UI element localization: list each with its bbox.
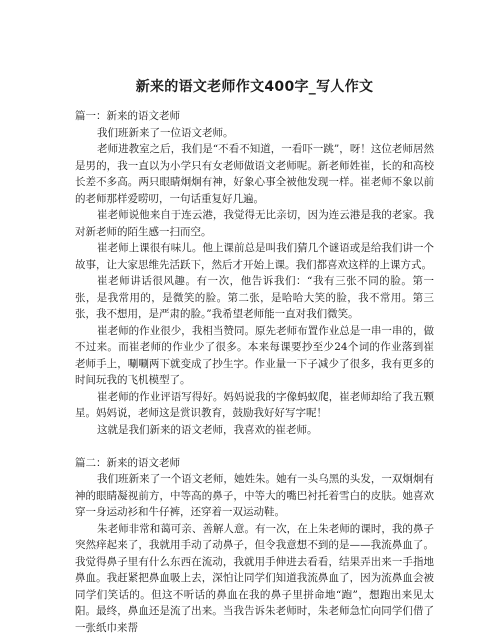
section-1 bbox=[75, 108, 434, 438]
paragraph: 我们班新来了一位语文老师。 bbox=[75, 125, 434, 142]
paragraph: 崔老师说他来自于连云港，我觉得无比亲切，因为连云港是我的老家。我对新老师的陌生感一扫而空。 bbox=[75, 207, 434, 240]
document-title: 新来的语文老师作文400字_写人作文 bbox=[75, 76, 434, 96]
paragraph: 这就是我们新来的语文老师，我喜欢的崔老师。 bbox=[75, 422, 434, 439]
paragraph: 崔老师讲话很风趣。有一次，他告诉我们：“我有三张不同的脸。第一张，是我常用的，是微笑的脸。第二张，是哈哈大笑的脸，我不常用。第三张，我不想用，是严肃的脸。”我希望老师能一直对我们微笑。 bbox=[75, 273, 434, 323]
paragraph: 崔老师的作业很少，我相当赞同。原先老师布置作业总是一串一串的，做不过来。而崔老师的作业少了很多。本来每课要抄至少24个词的作业落到崔老师手上，唰唰两下就变成了抄生字。作业量一下子减少了很多，我有更多的时间玩我的飞机模型了。 bbox=[75, 323, 434, 389]
paragraph: 崔老师上课很有味儿。他上课前总是叫我们猜几个谜语或是给我们讲一个故事，让大家思维先活跃下，然后才开始上课。我们都喜欢这样的上课方式。 bbox=[75, 240, 434, 273]
section-heading: 篇二：新来的语文老师 bbox=[75, 455, 434, 472]
paragraph: 崔老师的作业评语写得好。妈妈说我的字像蚂蚁爬，崔老师却给了我五颗星。妈妈说，老师这是赏识教育，鼓励我好好写字呢！ bbox=[75, 389, 434, 422]
paragraph: 朱老师非常和蔼可亲、善解人意。有一次，在上朱老师的课时，我的鼻子突然痒起来了，我就用手动了动鼻子，但令我意想不到的是——我流鼻血了。我觉得鼻子里有什么东西在流动，我就用手伸进去看看，结果弄出来一手指地鼻血。我赶紧把鼻血吸上去，深怕让同学们知道我流鼻血了，因为流鼻血会被同学们笑话的。但这不听话的鼻血在我的鼻子里拼命地“跑”，想跑出来见太阳。最终，鼻血还是流了出来。当我告诉朱老师时，朱老师急忙向同学们借了一张纸巾来帮 bbox=[75, 521, 434, 636]
paragraph: 老师进教室之后，我们是“不看不知道，一看吓一跳”，呀！这位老师居然是男的，我一直以为小学只有女老师做语文老师呢。新老师姓崔，长的和高校长差不多高。两只眼睛炯炯有神，好象心事全被他发现一样。崔老师不象以前的老师那样爱唠叨，一句话重复好几遍。 bbox=[75, 141, 434, 207]
section-2 bbox=[75, 455, 434, 636]
paragraph: 我们班新来了一个语文老师，她姓朱。她有一头乌黑的头发，一双炯炯有神的眼睛凝视前方，中等高的鼻子，中等大的嘴巴衬托着雪白的皮肤。她喜欢穿一身运动衫和牛仔裤，还穿着一双运动鞋。 bbox=[75, 471, 434, 521]
section-heading: 篇一：新来的语文老师 bbox=[75, 108, 434, 125]
section-divider-space bbox=[75, 438, 434, 455]
